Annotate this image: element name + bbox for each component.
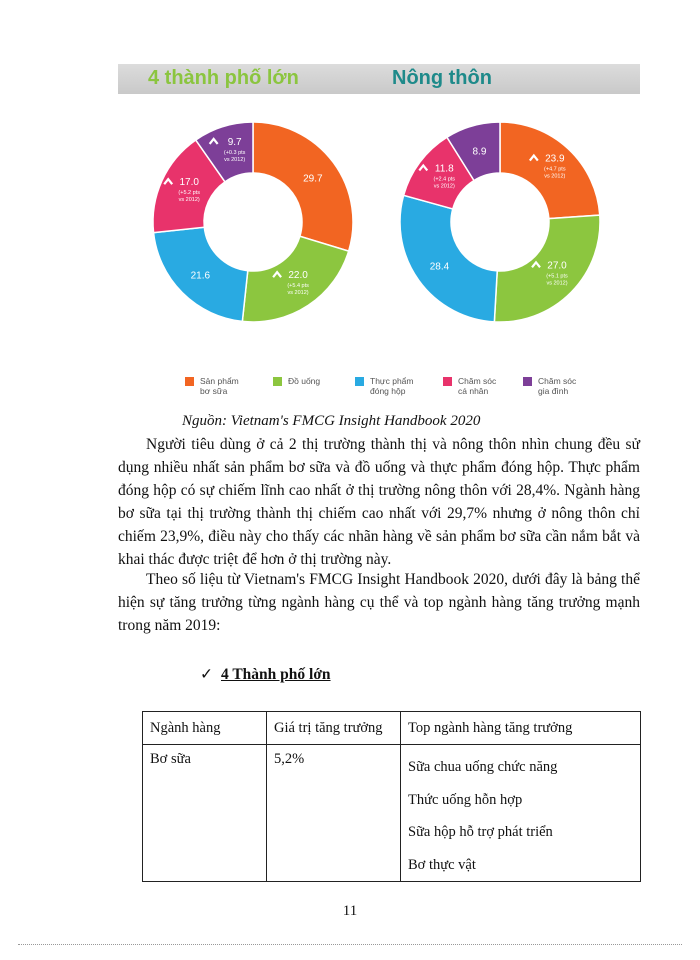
legend-swatch — [273, 377, 282, 386]
page-number: 11 — [342, 903, 358, 919]
slice-note: vs 2012) — [224, 156, 246, 163]
donut-slice — [253, 122, 353, 251]
legend-label: Đồ uống — [288, 376, 321, 386]
slice-note: (+5.2 pts — [178, 190, 200, 197]
legend-item — [185, 376, 258, 396]
slice-note: (+5.1 pts — [546, 273, 568, 280]
footer-divider — [18, 944, 682, 945]
legend-swatch — [443, 377, 452, 386]
slice-value: 23.9 — [545, 153, 565, 165]
slice-note: (+2.4 pts — [433, 176, 456, 183]
chart-title-cities: 4 thành phố lớn — [148, 67, 299, 89]
slice-note: vs 2012) — [178, 197, 200, 204]
legend-item — [523, 376, 596, 396]
legend-label: Sản phẩm bơ sữa — [200, 376, 239, 396]
table-header-cell: Top ngành hàng tăng trưởng — [401, 712, 641, 745]
slice-label — [191, 271, 211, 282]
growth-table — [142, 711, 641, 882]
top-item: Sữa chua uống chức năng — [408, 759, 558, 775]
donut-slice — [400, 195, 497, 322]
body-paragraph: Người tiêu dùng ở cả 2 thị trường thành thị và nông thôn nhìn chung đều sử dụng nhiều nhất sản phẩm bơ sữa và đồ uống và thực phẩm đóng hộp. Thực phẩm đóng hộp có sự chiếm lĩnh cao nhất ở thị trường nông thôn với 28,4%. Ngành hàng bơ sữa tại thị trường thành thị chiếm cao nhất với 29,7% nhưng ở nông thôn chỉ chiếm 23,9%, điều này cho thấy các nhãn hàng về sản phẩm bơ sữa cần nắm bắt và khai thác được triệt để hơn ở thị trường này. — [118, 436, 640, 568]
slice-value: 8.9 — [472, 146, 487, 158]
slice-note: vs 2012) — [546, 280, 568, 287]
legend-item — [273, 376, 346, 386]
slice-value: 29.7 — [303, 173, 323, 185]
slice-note: vs 2012) — [287, 290, 309, 297]
table-row — [143, 745, 641, 882]
slice-label — [430, 261, 450, 272]
legend-swatch — [355, 377, 364, 386]
legend-label: Chăm sóc gia đình — [538, 376, 577, 396]
table-header-cell: Ngành hàng — [143, 712, 267, 745]
slice-note: vs 2012) — [433, 183, 455, 190]
top-item: Sữa hộp hỗ trợ phát triển — [408, 824, 553, 840]
slice-note: vs 2012) — [544, 173, 566, 180]
figure-source: Nguồn: Vietnam's FMCG Insight Handbook 2020 — [182, 413, 481, 429]
slice-label — [472, 146, 486, 157]
section-heading-text: 4 Thành phố lớn — [221, 666, 331, 683]
donut-chart-cities — [143, 112, 363, 332]
body-paragraph: Theo số liệu từ Vietnam's FMCG Insight Handbook 2020, dưới đây là bảng thể hiện sự tăng trưởng từng ngành hàng cụ thể và top ngành hàng tăng trưởng mạnh trong năm 2019: — [118, 571, 640, 634]
slice-value: 9.7 — [227, 136, 242, 148]
legend-label: Thực phẩm đóng hộp — [370, 376, 414, 396]
table-cell-top — [401, 745, 641, 882]
table-header-cell: Giá trị tăng trưởng — [267, 712, 401, 745]
slice-note: (+5.4 pts — [287, 283, 309, 290]
legend-swatch — [523, 377, 532, 386]
top-item: Bơ thực vật — [408, 856, 476, 873]
table-header-row — [143, 712, 641, 745]
slice-value: 28.4 — [429, 261, 450, 273]
legend-item — [443, 376, 516, 396]
slice-note: (+4.7 pts — [544, 166, 566, 173]
table-cell-category: Bơ sữa — [143, 745, 267, 882]
section-heading — [200, 665, 331, 684]
slice-value: 17.0 — [179, 177, 199, 189]
slice-label — [303, 174, 323, 185]
checkmark-icon: ✓ — [200, 666, 213, 683]
legend-swatch — [185, 377, 194, 386]
slice-value: 21.6 — [190, 270, 211, 282]
slice-note: (+0.3 pts — [223, 149, 246, 156]
slice-value: 27.0 — [547, 260, 567, 272]
chart-legend — [180, 376, 600, 406]
legend-item — [355, 376, 428, 396]
slice-value: 22.0 — [288, 270, 308, 282]
donut-chart-rural — [390, 112, 610, 332]
table-cell-growth: 5,2% — [267, 745, 401, 882]
top-item: Thức uống hỗn hợp — [408, 791, 523, 808]
legend-label: Chăm sóc cá nhân — [458, 376, 497, 396]
slice-value: 11.8 — [434, 163, 454, 175]
chart-title-rural: Nông thôn — [392, 67, 492, 89]
